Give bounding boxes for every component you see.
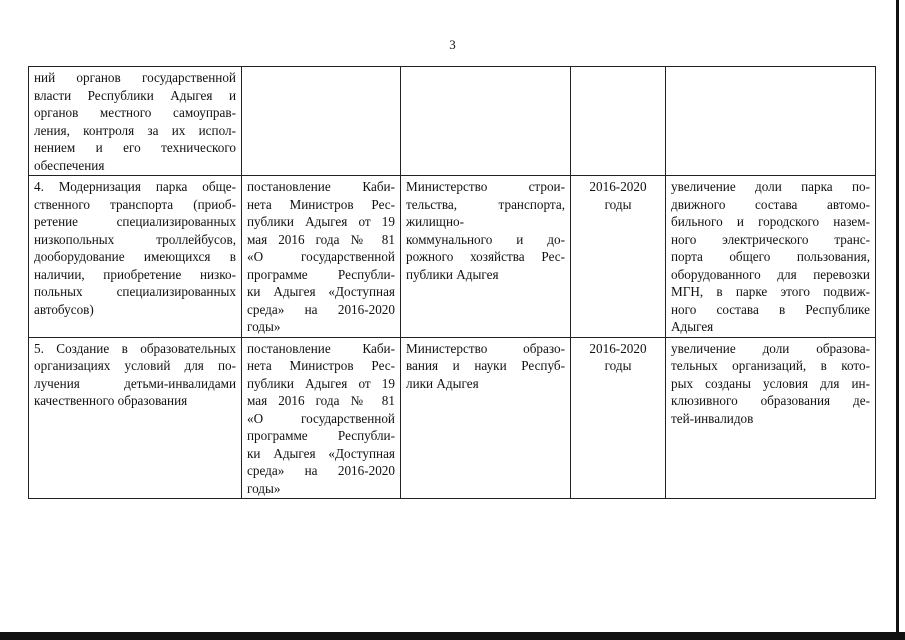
cell-line: тельных организаций, в кото- (671, 358, 870, 373)
result-cell (666, 176, 876, 338)
measure-cell (29, 176, 242, 338)
cell-line: ного электрического транс- (671, 231, 870, 247)
cell-line: нением и его технического (34, 140, 236, 155)
cell-line: вания и науки Респуб- (406, 358, 565, 373)
cell-line: годы (604, 196, 632, 212)
cell-line: среда» на 2016-2020 (247, 463, 395, 478)
cell-line: коммунального и до- (406, 231, 565, 247)
cell-line: рожного хозяйства Рес- (406, 249, 565, 264)
scan-right-border (896, 0, 899, 640)
cell-line: нета Министров Рес- (247, 358, 395, 373)
cell-line: 2016-2020 (589, 179, 647, 194)
cell-line: увеличение доли образова- (671, 340, 870, 356)
measure-cell (29, 337, 242, 499)
cell-line: органов местного самоуправ- (34, 105, 236, 120)
cell-line: публики Адыгея от 19 (247, 375, 395, 391)
result-cell (666, 337, 876, 499)
page-number: 3 (449, 37, 456, 52)
cell-line: 4. Модернизация парка обще- (34, 179, 236, 194)
cell-line: «О государственной (247, 410, 395, 426)
cell-line: низкопольных троллейбусов, (34, 231, 236, 247)
table-row (29, 337, 876, 499)
cell-line: обеспечения (34, 157, 105, 173)
legal-basis-cell (242, 337, 401, 499)
cell-line: оборудованного для перевозки (671, 266, 870, 282)
cell-line: жилищно- (406, 214, 465, 229)
cell-line: наличии, приобретение низко- (34, 266, 236, 282)
table-body (29, 67, 876, 499)
measure-cell (29, 67, 242, 176)
cell-line: ний органов государственной (34, 70, 236, 85)
cell-line: порта общего пользования, (671, 249, 870, 264)
cell-line: автобусов) (34, 301, 94, 317)
years-cell (571, 67, 666, 176)
cell-line: годы» (247, 480, 281, 496)
executor-cell (401, 67, 571, 176)
cell-line: годы» (247, 319, 281, 334)
program-measures-table (28, 66, 876, 499)
cell-line: «О государственной (247, 249, 395, 264)
cell-line: лики Адыгея (406, 375, 479, 391)
cell-line: мая 2016 года № 81 (247, 393, 395, 408)
cell-line: бильного и городского назем- (671, 214, 870, 229)
cell-line: постановление Каби- (247, 340, 395, 356)
cell-line: ственного транспорта (приоб- (34, 196, 236, 212)
years-cell (571, 176, 666, 338)
legal-basis-cell (242, 176, 401, 338)
cell-line: публики Адыгея (406, 266, 499, 282)
cell-line: лучения детьми-инвалидами (34, 375, 236, 391)
cell-line: дооборудование имеющихся в (34, 249, 236, 264)
table-row (29, 176, 876, 338)
cell-line: организациях условий для по- (34, 358, 236, 373)
legal-basis-cell (242, 67, 401, 176)
cell-line: Адыгея (671, 319, 714, 334)
cell-line: ки Адыгея «Доступная (247, 445, 395, 461)
cell-line: 5. Создание в образовательных (34, 340, 236, 356)
cell-line: годы (604, 358, 632, 373)
cell-line: ретение специализированных (34, 214, 236, 229)
scan-bottom-border (0, 632, 905, 640)
years-cell (571, 337, 666, 499)
cell-line: движного состава автомо- (671, 196, 870, 212)
cell-line: нета Министров Рес- (247, 196, 395, 212)
cell-line: польных специализированных (34, 284, 236, 299)
cell-line: ки Адыгея «Доступная (247, 284, 395, 299)
cell-line: программе Республи- (247, 428, 395, 443)
cell-line: Министерство образо- (406, 340, 565, 356)
cell-line: МГН, в парке этого подвиж- (671, 284, 870, 299)
result-cell (666, 67, 876, 176)
cell-line: 2016-2020 (589, 340, 647, 356)
cell-line: публики Адыгея от 19 (247, 214, 395, 229)
executor-cell (401, 176, 571, 338)
cell-line: тей-инвалидов (671, 410, 754, 426)
cell-line: ления, контроля за их испол- (34, 122, 236, 138)
cell-line: среда» на 2016-2020 (247, 301, 395, 317)
table-row (29, 67, 876, 176)
cell-line: увеличение доли парка по- (671, 179, 870, 194)
cell-line: тельства, транспорта, (406, 196, 565, 212)
cell-line: рых созданы условия для ин- (671, 375, 870, 391)
cell-line: постановление Каби- (247, 179, 395, 194)
cell-line: власти Республики Адыгея и (34, 87, 236, 103)
cell-line: Министерство строи- (406, 179, 565, 194)
cell-line: клюзивного образования де- (671, 393, 870, 408)
cell-line: мая 2016 года № 81 (247, 231, 395, 247)
cell-line: качественного образования (34, 393, 188, 408)
cell-line: ного состава в Республике (671, 301, 870, 317)
executor-cell (401, 337, 571, 499)
cell-line: программе Республи- (247, 266, 395, 282)
